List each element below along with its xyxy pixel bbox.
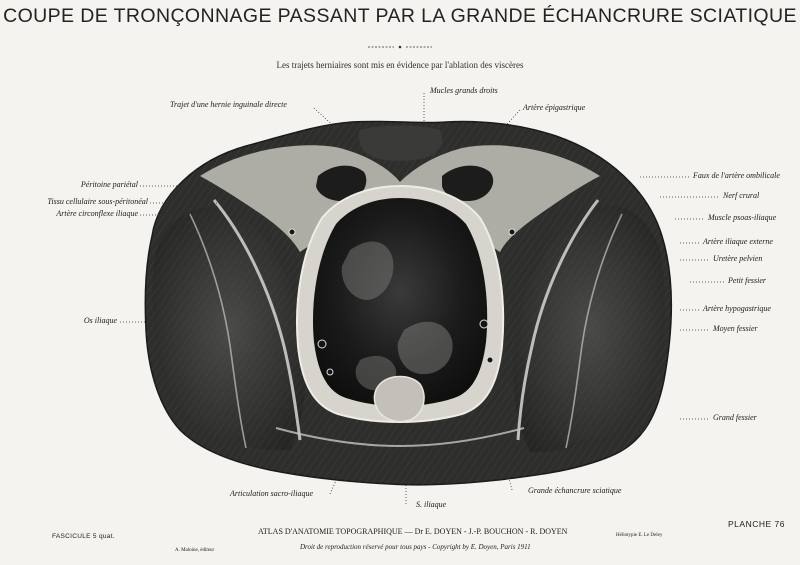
label-tissu-cellulaire: Tissu cellulaire sous-péritonéal <box>47 197 148 206</box>
label-muscle-psoas: Muscle psoas-iliaque <box>708 213 777 222</box>
plate-subtitle: Les trajets herniaires sont mis en évidence par l'ablation des viscères <box>276 60 524 70</box>
label-nerf-crural: Nerf crural <box>723 191 760 200</box>
label-petit-fessier: Petit fessier <box>728 276 766 285</box>
label-artere-iliaque-externe: Artère iliaque externe <box>703 237 773 246</box>
label-os-iliaque: Os iliaque <box>83 316 117 325</box>
plate-title: COUPE DE TRONÇONNAGE PASSANT PAR LA GRANDE ÉCHANCRURE SCIATIQUE <box>3 5 797 27</box>
label-mucles-grands-droits: Mucles grands droits <box>430 86 498 95</box>
footer-editeur: A. Maloine, éditeur <box>175 548 215 553</box>
footer-heliotype: Héliotypie E. Le Deley <box>616 533 663 538</box>
label-grand-fessier: Grand fessier <box>713 413 757 422</box>
label-s-iliaque: S. iliaque <box>416 500 447 509</box>
footer-atlas: ATLAS D'ANATOMIE TOPOGRAPHIQUE — Dr E. DOYEN - J.-P. BOUCHON - R. DOYEN <box>258 527 568 536</box>
label-artere-circonflexe: Artère circonflexe iliaque <box>56 209 138 218</box>
footer-planche: PLANCHE 76 <box>728 519 785 529</box>
label-uretere-pelvien: Uretère pelvien <box>713 254 763 263</box>
label-artere-epigastrique: Artère épigastrique <box>523 103 586 112</box>
label-moyen-fessier: Moyen fessier <box>713 324 758 333</box>
label-faux-artere: Faux de l'artère ombilicale <box>693 171 780 180</box>
label-artere-hypogastrique: Artère hypogastrique <box>703 304 771 313</box>
pelvic-cavity <box>313 198 487 406</box>
footer-fascicule: FASCICULE 5 quat. <box>52 533 115 540</box>
sacrum <box>374 377 424 422</box>
label-grande-echancrure: Grande échancrure sciatique <box>528 486 622 495</box>
label-articulation-sacro-iliaque: Articulation sacro-iliaque <box>230 489 314 498</box>
label-peritoine-parietal: Péritoine pariétal <box>80 180 138 189</box>
footer-droit: Droit de reproduction réservé pour tous pays - Copyright by E. Doyen, Paris 1911 <box>300 543 531 551</box>
title-ornament <box>368 44 432 50</box>
label-hernie-inguinale: Trajet d'une hernie inguinale directe <box>170 100 287 109</box>
